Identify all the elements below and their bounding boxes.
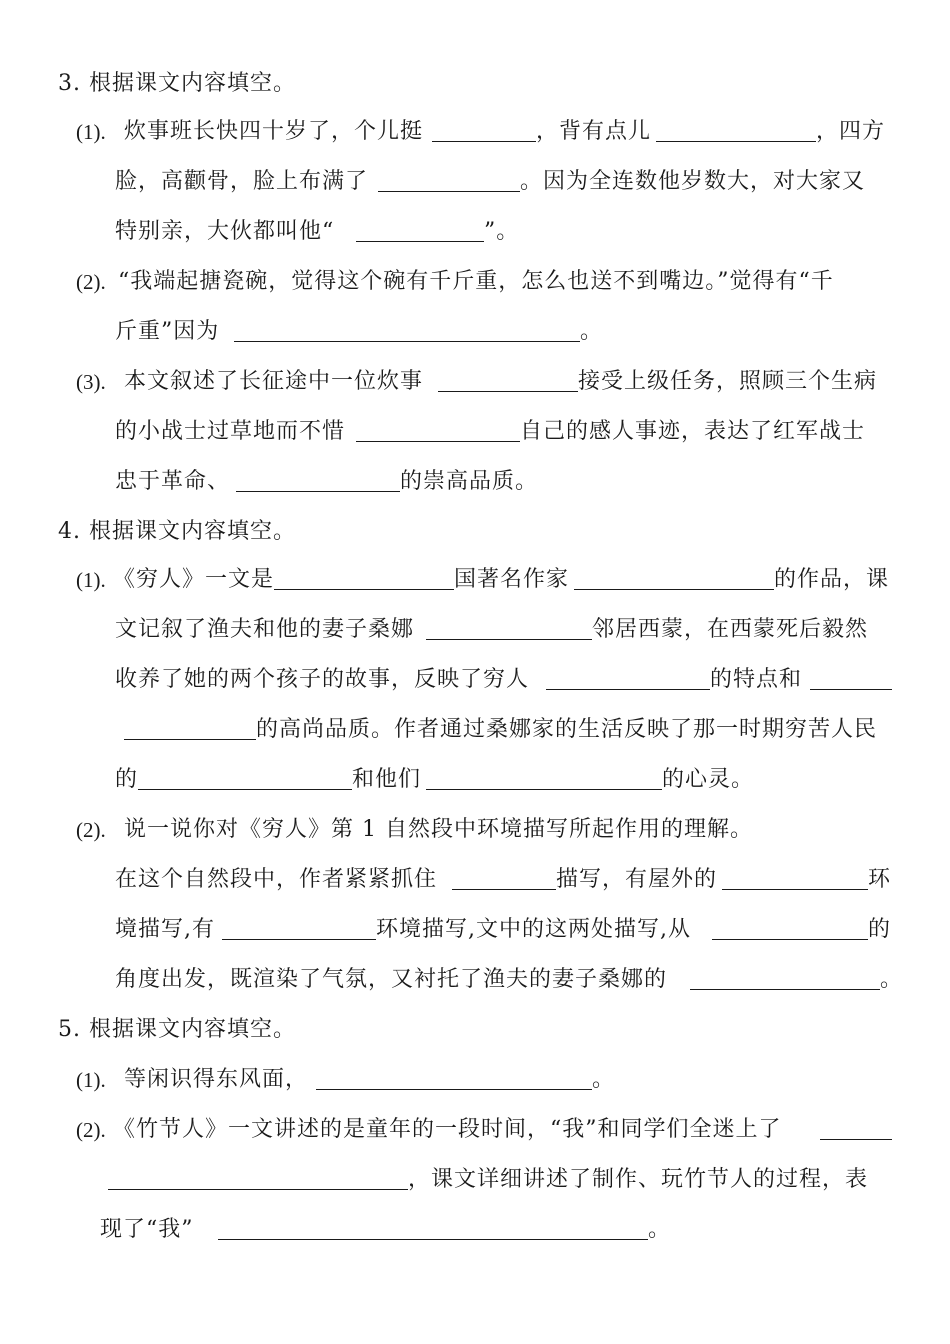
q3-p2-number: (2). xyxy=(76,270,106,294)
answer-blank[interactable] xyxy=(452,889,556,890)
q3-p1-line3 xyxy=(0,214,950,250)
q3-p3-text: 的小战士过草地而不惜 xyxy=(115,419,346,444)
q5-p2-text: ，课文详细讲述了制作、玩竹节人的过程，表 xyxy=(408,1167,869,1192)
q4-title-line xyxy=(0,514,950,550)
answer-blank[interactable] xyxy=(378,191,520,192)
q5-p2-text: 现了“我” xyxy=(100,1217,194,1242)
answer-blank[interactable] xyxy=(108,1189,408,1190)
q4-p1-text: 和他们 xyxy=(352,767,422,792)
q4-p2-line4 xyxy=(0,962,950,998)
answer-blank[interactable] xyxy=(274,589,454,590)
q3-title-line xyxy=(0,66,950,102)
q4-title: 4. 根据课文内容填空。 xyxy=(58,519,296,544)
answer-blank[interactable] xyxy=(820,1139,892,1140)
q5-p2-line2 xyxy=(0,1162,950,1198)
q5-title: 5. 根据课文内容填空。 xyxy=(58,1017,296,1042)
q4-p2-number: (2). xyxy=(76,818,106,842)
q5-p2-line3 xyxy=(0,1212,950,1248)
q4-p1-line5 xyxy=(0,762,950,798)
q4-p1-line3 xyxy=(0,662,950,698)
q3-p1-number: (1). xyxy=(76,120,106,144)
q5-p1-text: 等闲识得东风面， xyxy=(124,1067,309,1092)
answer-blank[interactable] xyxy=(546,689,710,690)
q3-p2-text: 。 xyxy=(580,319,604,344)
answer-blank[interactable] xyxy=(356,241,484,242)
q4-p1-line4 xyxy=(0,712,950,748)
q4-p2-line1 xyxy=(0,812,950,848)
answer-blank[interactable] xyxy=(712,939,868,940)
q3-title: 3. 根据课文内容填空。 xyxy=(58,71,296,96)
q3-p1-text: 。因为全连数他岁数大，对大家又 xyxy=(520,169,866,194)
q4-p2-line2 xyxy=(0,862,950,898)
q5-p2-text: 《竹节人》一文讲述的是童年的一段时间，“我”和同学们全迷上了 xyxy=(113,1117,782,1142)
q4-p1-text: 收养了她的两个孩子的故事，反映了穷人 xyxy=(115,667,530,692)
q3-p3-text: 接受上级任务，照顾三个生病 xyxy=(578,369,878,394)
q3-p3-line1 xyxy=(0,364,950,400)
q4-p1-text: 文记叙了渔夫和他的妻子桑娜 xyxy=(115,617,415,642)
answer-blank[interactable] xyxy=(438,391,578,392)
q5-p1-number: (1). xyxy=(76,1068,106,1092)
q3-p1-line2 xyxy=(0,164,950,200)
q5-p2-number: (2). xyxy=(76,1118,106,1142)
q3-p2-text: “我端起搪瓷碗，觉得这个碗有千斤重，怎么也送不到嘴边。”觉得有“千 xyxy=(118,269,834,294)
q4-p2-text: 。 xyxy=(880,967,904,992)
answer-blank[interactable] xyxy=(722,889,868,890)
q3-p3-text: 自己的感人事迹，表达了红军战士 xyxy=(520,419,866,444)
q4-p2-text: 境描写,有 xyxy=(115,917,215,942)
q4-p1-text: 的高尚品质。作者通过桑娜家的生活反映了那一时期穷苦人民 xyxy=(256,717,878,742)
q5-p2-text: 。 xyxy=(648,1217,672,1242)
q3-p1-text: ”。 xyxy=(484,219,520,244)
q3-p3-text: 的崇高品质。 xyxy=(400,469,539,494)
q4-p1-line1 xyxy=(0,562,950,598)
answer-blank[interactable] xyxy=(574,589,774,590)
q5-title-line xyxy=(0,1012,950,1048)
q3-p2-line1 xyxy=(0,264,950,300)
q3-p2-text: 斤重”因为 xyxy=(115,319,220,344)
q4-p1-text: 的特点和 xyxy=(710,667,803,692)
answer-blank[interactable] xyxy=(234,341,580,342)
q3-p3-number: (3). xyxy=(76,370,106,394)
q3-p3-line2 xyxy=(0,414,950,450)
answer-blank[interactable] xyxy=(810,689,892,690)
answer-blank[interactable] xyxy=(356,441,520,442)
q3-p1-text: 特别亲，大伙都叫他“ xyxy=(115,219,335,244)
q4-p1-text: 邻居西蒙，在西蒙死后毅然 xyxy=(592,617,869,642)
q4-p1-text: 国著名作家 xyxy=(454,567,570,592)
q3-p3-text: 忠于革命、 xyxy=(115,469,231,494)
q4-p1-text: 的 xyxy=(115,767,139,792)
q3-p1-text: 炊事班长快四十岁了，个儿挺 xyxy=(124,119,424,144)
q3-p1-text: 脸，高颧骨，脸上布满了 xyxy=(115,169,369,194)
q4-p2-text: 角度出发，既渲染了气氛，又衬托了渔夫的妻子桑娜的 xyxy=(115,967,668,992)
q3-p3-text: 本文叙述了长征途中一位炊事 xyxy=(124,369,424,394)
q3-p2-line2 xyxy=(0,314,950,350)
answer-blank[interactable] xyxy=(316,1089,592,1090)
q4-p1-line2 xyxy=(0,612,950,648)
answer-blank[interactable] xyxy=(236,491,400,492)
q4-p1-text: 的作品，课 xyxy=(774,567,890,592)
q4-p2-text: 在这个自然段中，作者紧紧抓住 xyxy=(115,867,438,892)
answer-blank[interactable] xyxy=(432,141,536,142)
answer-blank[interactable] xyxy=(222,939,376,940)
q4-p1-number: (1). xyxy=(76,568,106,592)
answer-blank[interactable] xyxy=(124,739,256,740)
q4-p1-text: 《穷人》一文是 xyxy=(113,567,275,592)
q3-p1-text: ，背有点儿 xyxy=(536,119,652,144)
q4-p2-text: 环 xyxy=(868,867,892,892)
q3-p3-line3 xyxy=(0,464,950,500)
q5-p2-line1 xyxy=(0,1112,950,1148)
q3-p1-line1 xyxy=(0,114,950,150)
q4-p1-text: 的心灵。 xyxy=(662,767,755,792)
q4-p2-text: 说一说你对《穷人》第 1 自然段中环境描写所起作用的理解。 xyxy=(124,817,753,842)
answer-blank[interactable] xyxy=(656,141,816,142)
q4-p2-text: 描写，有屋外的 xyxy=(556,867,718,892)
q4-p2-text: 环境描写,文中的这两处描写,从 xyxy=(376,917,691,942)
answer-blank[interactable] xyxy=(690,989,880,990)
q4-p2-line3 xyxy=(0,912,950,948)
q5-p1-text: 。 xyxy=(592,1067,616,1092)
answer-blank[interactable] xyxy=(138,789,352,790)
q4-p2-text: 的 xyxy=(868,917,892,942)
q5-p1-line1 xyxy=(0,1062,950,1098)
q3-p1-text: ，四方 xyxy=(816,119,886,144)
answer-blank[interactable] xyxy=(426,789,662,790)
answer-blank[interactable] xyxy=(426,639,592,640)
answer-blank[interactable] xyxy=(218,1239,648,1240)
